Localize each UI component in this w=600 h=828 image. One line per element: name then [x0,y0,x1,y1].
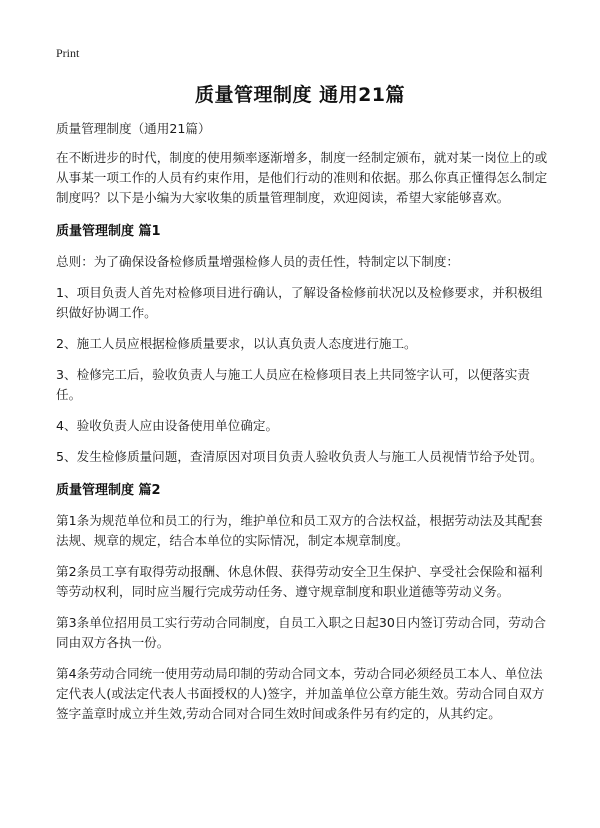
section-2-paragraph-1: 第1条为规范单位和员工的行为，维护单位和员工双方的合法权益，根据劳动法及其配套法规、规章的规定，结合本单位的实际情况，制定本规章制度。 [56,513,543,548]
section-1-paragraph-5: 4、验收负责人应由设备使用单位确定。 [56,418,279,433]
section-1-paragraph-3: 2、施工人员应根据检修质量要求，以认真负责人态度进行施工。 [56,336,417,351]
section-2-paragraph-3: 第3条单位招用员工实行劳动合同制度，自员工入职之日起30日内签订劳动合同，劳动合同由双方各执一份。 [56,615,547,650]
section-heading-1: 质量管理制度 篇1 [56,224,161,239]
section-1-paragraph-4: 3、检修完工后，验收负责人与施工人员应在检修项目表上共同签字认可，以便落实责任。 [56,367,530,402]
document-body [56,119,552,735]
print-link[interactable]: Print [56,46,80,60]
document-subtitle: 质量管理制度（通用21篇） [56,121,211,136]
section-2-paragraph-4: 第4条劳动合同统一使用劳动局印制的劳动合同文本，劳动合同必须经员工本人、单位法定代表人(或法定代表人书面授权的人)签字，并加盖单位公章方能生效。劳动合同自双方签字盖章时成立并生效,劳动合同对合同生效时间或条件另有约定的，从其约定。 [56,666,545,721]
section-1-paragraph-1: 总则：为了确保设备检修质量增强检修人员的责任性，特制定以下制度： [56,254,459,269]
page-title: 质量管理制度 通用21篇 [194,84,406,106]
section-1-paragraph-6: 5、发生检修质量问题，查清原因对项目负责人验收负责人与施工人员视情节给予处罚。 [56,449,543,464]
intro-paragraph: 在不断进步的时代，制度的使用频率逐渐增多，制度一经制定颁布，就对某一岗位上的或从事某一项工作的人员有约束作用，是他们行动的准则和依据。那么你真正懂得怎么制定制度吗？以下是小编为大家收集的质量管理制度，欢迎阅读，希望大家能够喜欢。 [56,150,548,205]
section-2-paragraph-2: 第2条员工享有取得劳动报酬、休息休假、获得劳动安全卫生保护、享受社会保险和福利等劳动权利，同时应当履行完成劳动任务、遵守规章制度和职业道德等劳动义务。 [56,564,543,599]
section-1-paragraph-2: 1、项目负责人首先对检修项目进行确认，了解设备检修前状况以及检修要求，并积极组织做好协调工作。 [56,285,543,320]
section-heading-2: 质量管理制度 篇2 [56,483,161,498]
